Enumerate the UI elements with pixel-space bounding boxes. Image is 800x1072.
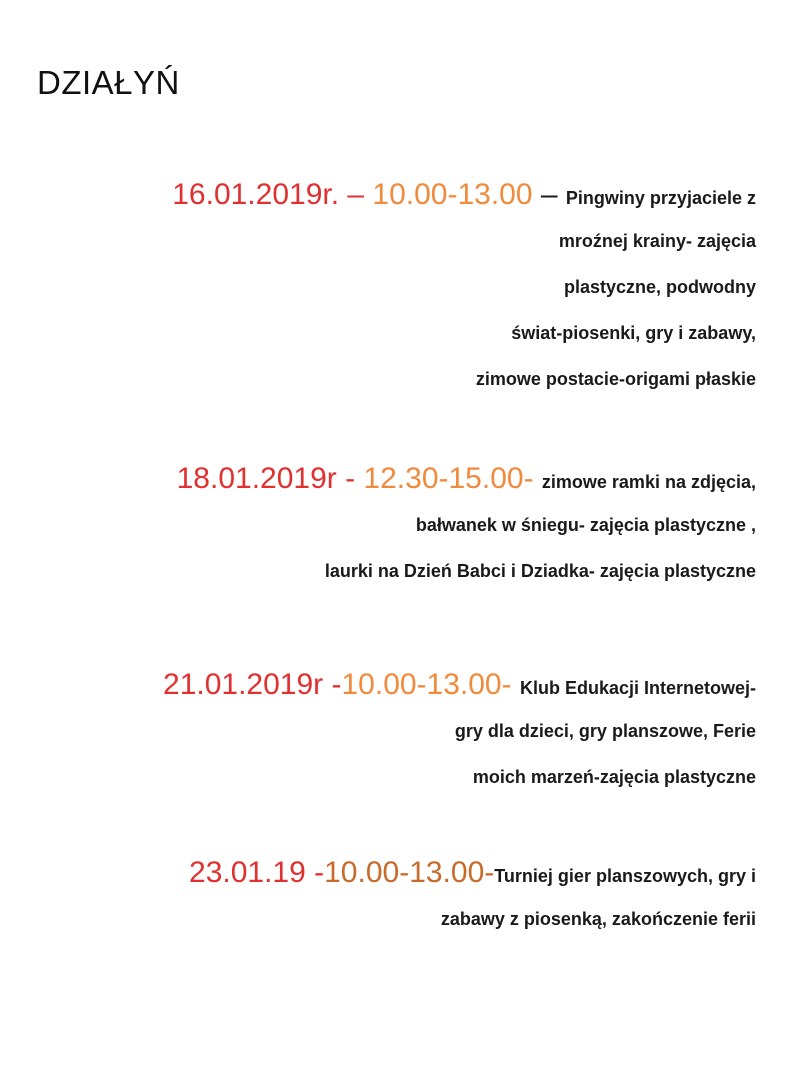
event-description: zimowe ramki na zdjęcia, xyxy=(541,472,756,492)
event-description-line: gry dla dzieci, gry planszowe, Ferie xyxy=(454,721,756,741)
event-description: Turniej gier planszowych, gry i xyxy=(494,866,756,886)
event-time: 10.00-13.00 xyxy=(364,178,533,211)
event-entry-2 xyxy=(177,456,756,594)
event-description-line: bałwanek w śniegu- zajęcia plastyczne , xyxy=(415,515,756,535)
event-description-line: zabawy z piosenką, zakończenie ferii xyxy=(440,909,756,929)
event-time: 10.00-13.00- xyxy=(341,668,512,701)
event-time: 10.00-13.00- xyxy=(324,856,495,889)
event-heading xyxy=(189,850,756,896)
event-date: 23.01.19 - xyxy=(189,856,325,889)
event-description-line: plastyczne, podwodny xyxy=(563,277,756,297)
event-description: Pingwiny przyjaciele z xyxy=(565,188,756,208)
event-dash xyxy=(512,668,520,701)
event-entry-3 xyxy=(163,662,756,800)
event-date: 16.01.2019r. – xyxy=(172,178,365,211)
event-description-line: zimowe postacie-origami płaskie xyxy=(475,369,756,389)
event-description-line: moich marzeń-zajęcia plastyczne xyxy=(472,767,756,787)
event-entry-4 xyxy=(189,850,756,942)
event-dash xyxy=(534,462,542,495)
event-description-line: mroźnej krainy- zajęcia xyxy=(558,231,756,251)
event-dash: – xyxy=(532,178,566,211)
page-title: DZIAŁYŃ xyxy=(37,64,180,101)
event-description-line: świat-piosenki, gry i zabawy, xyxy=(511,323,756,343)
event-heading xyxy=(172,172,756,218)
event-date: 18.01.2019r - xyxy=(176,462,356,495)
event-time: 12.30-15.00- xyxy=(355,462,534,495)
event-description: Klub Edukacji Internetowej- xyxy=(519,678,756,698)
event-heading xyxy=(177,456,756,502)
event-heading xyxy=(163,662,756,708)
event-description-line: laurki na Dzień Babci i Dziadka- zajęcia plastyczne xyxy=(324,561,756,581)
event-entry-1 xyxy=(172,172,756,402)
event-date: 21.01.2019r - xyxy=(163,668,342,701)
